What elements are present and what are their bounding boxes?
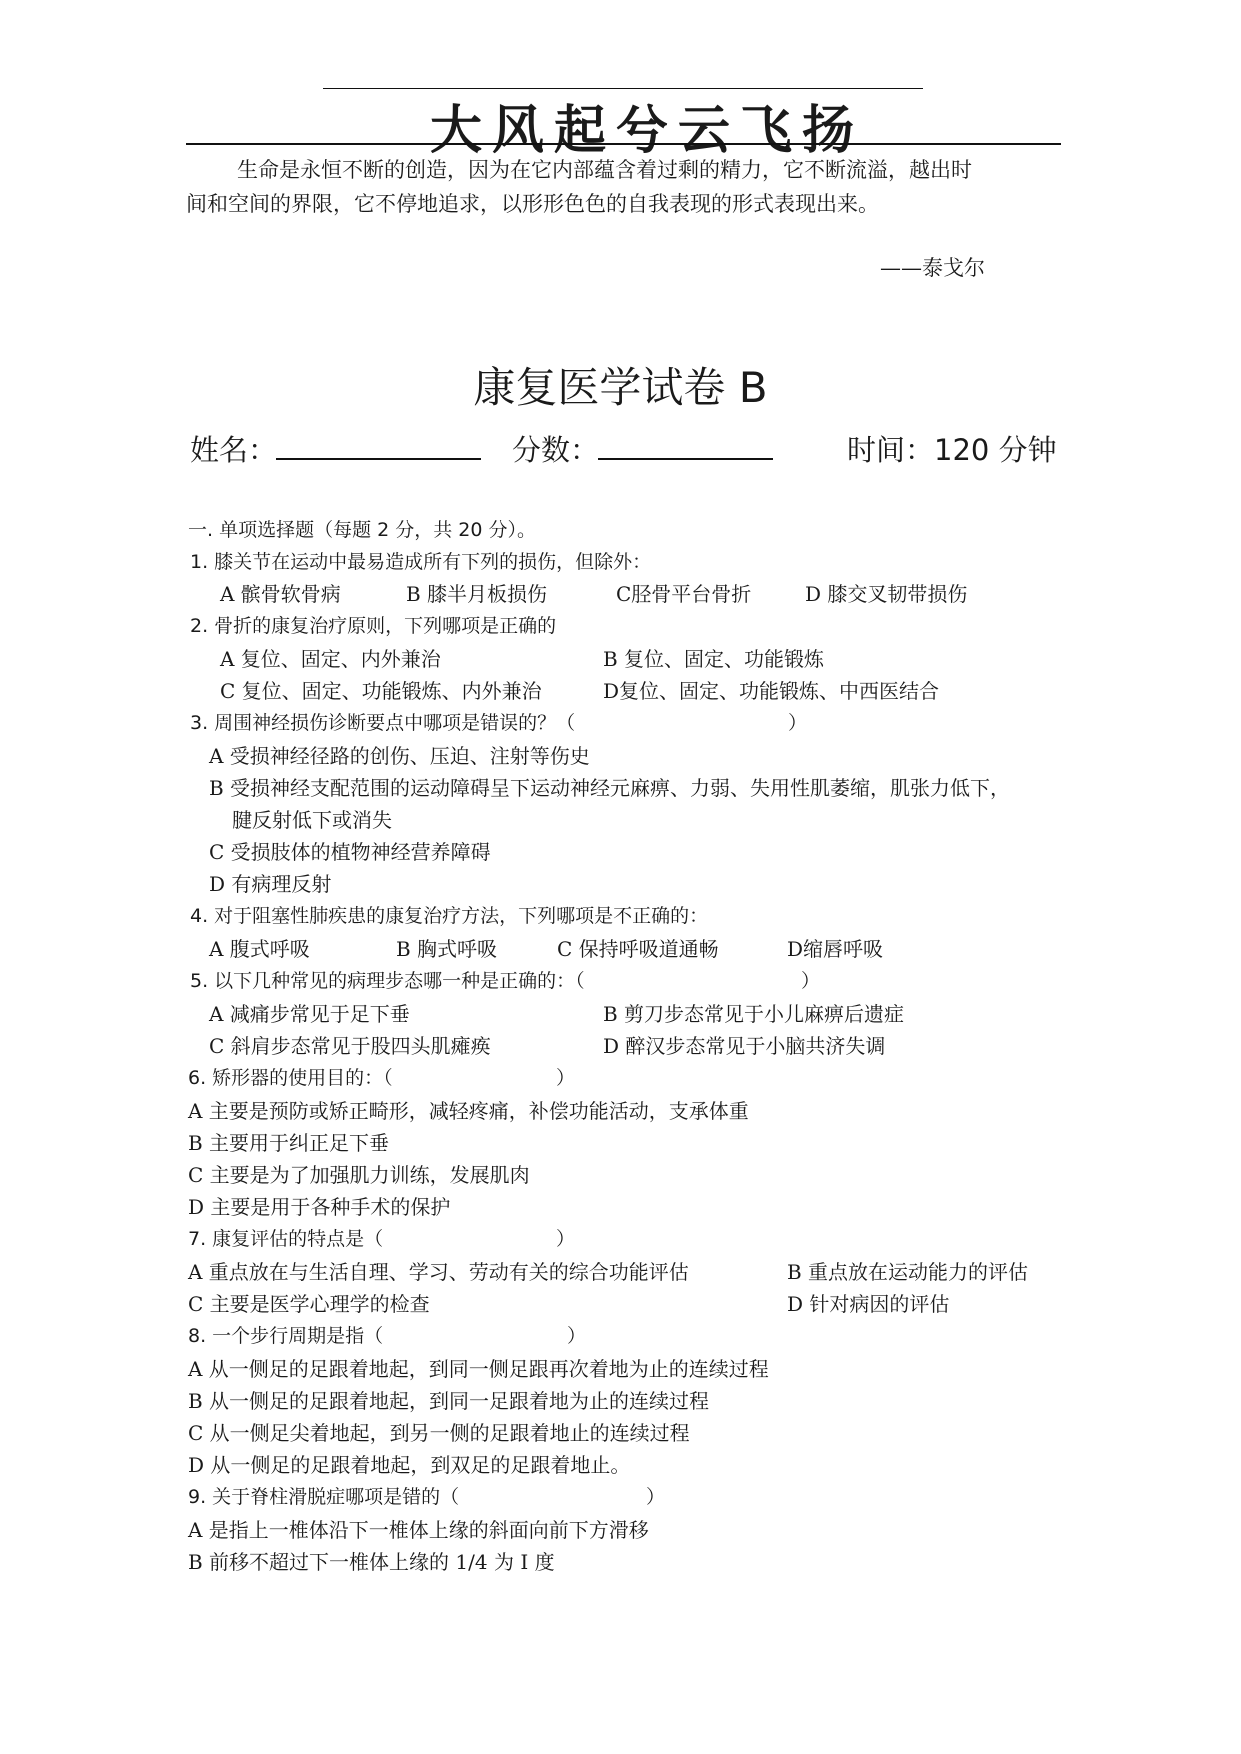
question-8-stem: 8. 一个步行周期是指（	[188, 1325, 384, 1347]
q8-option-a: A 从一侧足的足跟着地起，到同一侧足跟再次着地为止的连续过程	[188, 1357, 769, 1381]
q5-answer-close-paren: ）	[801, 970, 821, 992]
q7-option-d: D 针对病因的评估	[787, 1292, 950, 1316]
score-label: 分数：	[512, 433, 600, 467]
q2-option-a: A 复位、固定、内外兼治	[220, 647, 441, 671]
banner-calligraphy-title: 大风起兮云飞扬	[430, 100, 865, 161]
q2-option-d: D复位、固定、功能锻炼、中西医结合	[603, 679, 940, 703]
q8-option-b: B 从一侧足的足跟着地起，到同一足跟着地为止的连续过程	[188, 1389, 710, 1413]
q3-option-c: C 受损肢体的植物神经营养障碍	[209, 840, 491, 864]
quote-line-1: 生命是永恒不断的创造，因为在它内部蕴含着过剩的精力，它不断流溢，越出时	[237, 158, 972, 182]
question-9-stem: 9. 关于脊柱滑脱症哪项是错的（	[188, 1486, 460, 1508]
quote-author: ——泰戈尔	[880, 256, 985, 280]
question-7-stem: 7. 康复评估的特点是（	[188, 1228, 384, 1250]
question-1-stem: 1. 膝关节在运动中最易造成所有下列的损伤，但除外：	[190, 551, 652, 573]
name-blank-line[interactable]	[276, 458, 481, 460]
q9-option-a: A 是指上一椎体沿下一椎体上缘的斜面向前下方滑移	[188, 1518, 649, 1542]
banner-bottom-rule	[186, 143, 1061, 145]
q6-option-d: D 主要是用于各种手术的保护	[188, 1195, 451, 1219]
question-4-stem: 4. 对于阻塞性肺疾患的康复治疗方法，下列哪项是不正确的：	[190, 905, 709, 927]
q9-answer-close-paren: ）	[646, 1486, 666, 1508]
q7-option-a: A 重点放在与生活自理、学习、劳动有关的综合功能评估	[188, 1260, 689, 1284]
q4-option-d: D缩唇呼吸	[787, 937, 884, 961]
name-label: 姓名：	[190, 433, 278, 467]
exam-title: 康复医学试卷 B	[473, 363, 768, 412]
q5-option-c: C 斜肩步态常见于股四头肌瘫痪	[209, 1034, 491, 1058]
question-6-stem: 6. 矫形器的使用目的：（	[188, 1067, 393, 1089]
q8-option-c: C 从一侧足尖着地起，到另一侧的足跟着地止的连续过程	[188, 1421, 690, 1445]
q4-option-b: B 胸式呼吸	[396, 937, 498, 961]
q6-answer-close-paren: ）	[556, 1067, 576, 1089]
q8-answer-close-paren: ）	[567, 1325, 587, 1347]
time-label: 时间：120 分钟	[847, 433, 1057, 467]
question-3-stem: 3. 周围神经损伤诊断要点中哪项是错误的？（	[190, 712, 576, 734]
q3-answer-close-paren: ）	[788, 712, 808, 734]
q3-option-b-line1: B 受损神经支配范围的运动障碍呈下运动神经元麻痹、力弱、失用性肌萎缩，肌张力低下，	[209, 776, 1011, 800]
q7-option-b: B 重点放在运动能力的评估	[787, 1260, 1029, 1284]
q4-option-c: C 保持呼吸道通畅	[557, 937, 719, 961]
q1-option-c: C胫骨平台骨折	[616, 582, 752, 606]
score-blank-line[interactable]	[598, 458, 773, 460]
q6-option-a: A 主要是预防或矫正畸形，减轻疼痛，补偿功能活动，支承体重	[188, 1099, 749, 1123]
q5-option-d: D 醉汉步态常见于小脑共济失调	[603, 1034, 886, 1058]
q1-option-b: B 膝半月板损伤	[406, 582, 548, 606]
question-2-stem: 2. 骨折的康复治疗原则，下列哪项是正确的	[190, 615, 557, 637]
q3-option-a: A 受损神经径路的创伤、压迫、注射等伤史	[209, 744, 590, 768]
section-heading: 一. 单项选择题（每题 2 分，共 20 分）。	[188, 519, 537, 541]
quote-line-2: 间和空间的界限，它不停地追求，以形形色色的自我表现的形式表现出来。	[186, 192, 879, 216]
q9-option-b: B 前移不超过下一椎体上缘的 1/4 为 I 度	[188, 1550, 555, 1574]
q7-answer-close-paren: ）	[556, 1228, 576, 1250]
q2-option-c: C 复位、固定、功能锻炼、内外兼治	[220, 679, 542, 703]
q8-option-d: D 从一侧足的足跟着地起，到双足的足跟着地止。	[188, 1453, 631, 1477]
question-5-stem: 5. 以下几种常见的病理步态哪一种是正确的：（	[190, 970, 585, 992]
q6-option-c: C 主要是为了加强肌力训练，发展肌肉	[188, 1163, 530, 1187]
q5-option-b: B 剪刀步态常见于小儿麻痹后遗症	[603, 1002, 905, 1026]
q5-option-a: A 减痛步常见于足下垂	[209, 1002, 410, 1026]
q3-option-d: D 有病理反射	[209, 872, 332, 896]
q2-option-b: B 复位、固定、功能锻炼	[603, 647, 825, 671]
q1-option-a: A 髌骨软骨病	[220, 582, 341, 606]
q7-option-c: C 主要是医学心理学的检查	[188, 1292, 430, 1316]
q3-option-b-line2: 腱反射低下或消失	[232, 808, 392, 832]
q6-option-b: B 主要用于纠正足下垂	[188, 1131, 390, 1155]
q1-option-d: D 膝交叉韧带损伤	[805, 582, 968, 606]
q4-option-a: A 腹式呼吸	[209, 937, 310, 961]
